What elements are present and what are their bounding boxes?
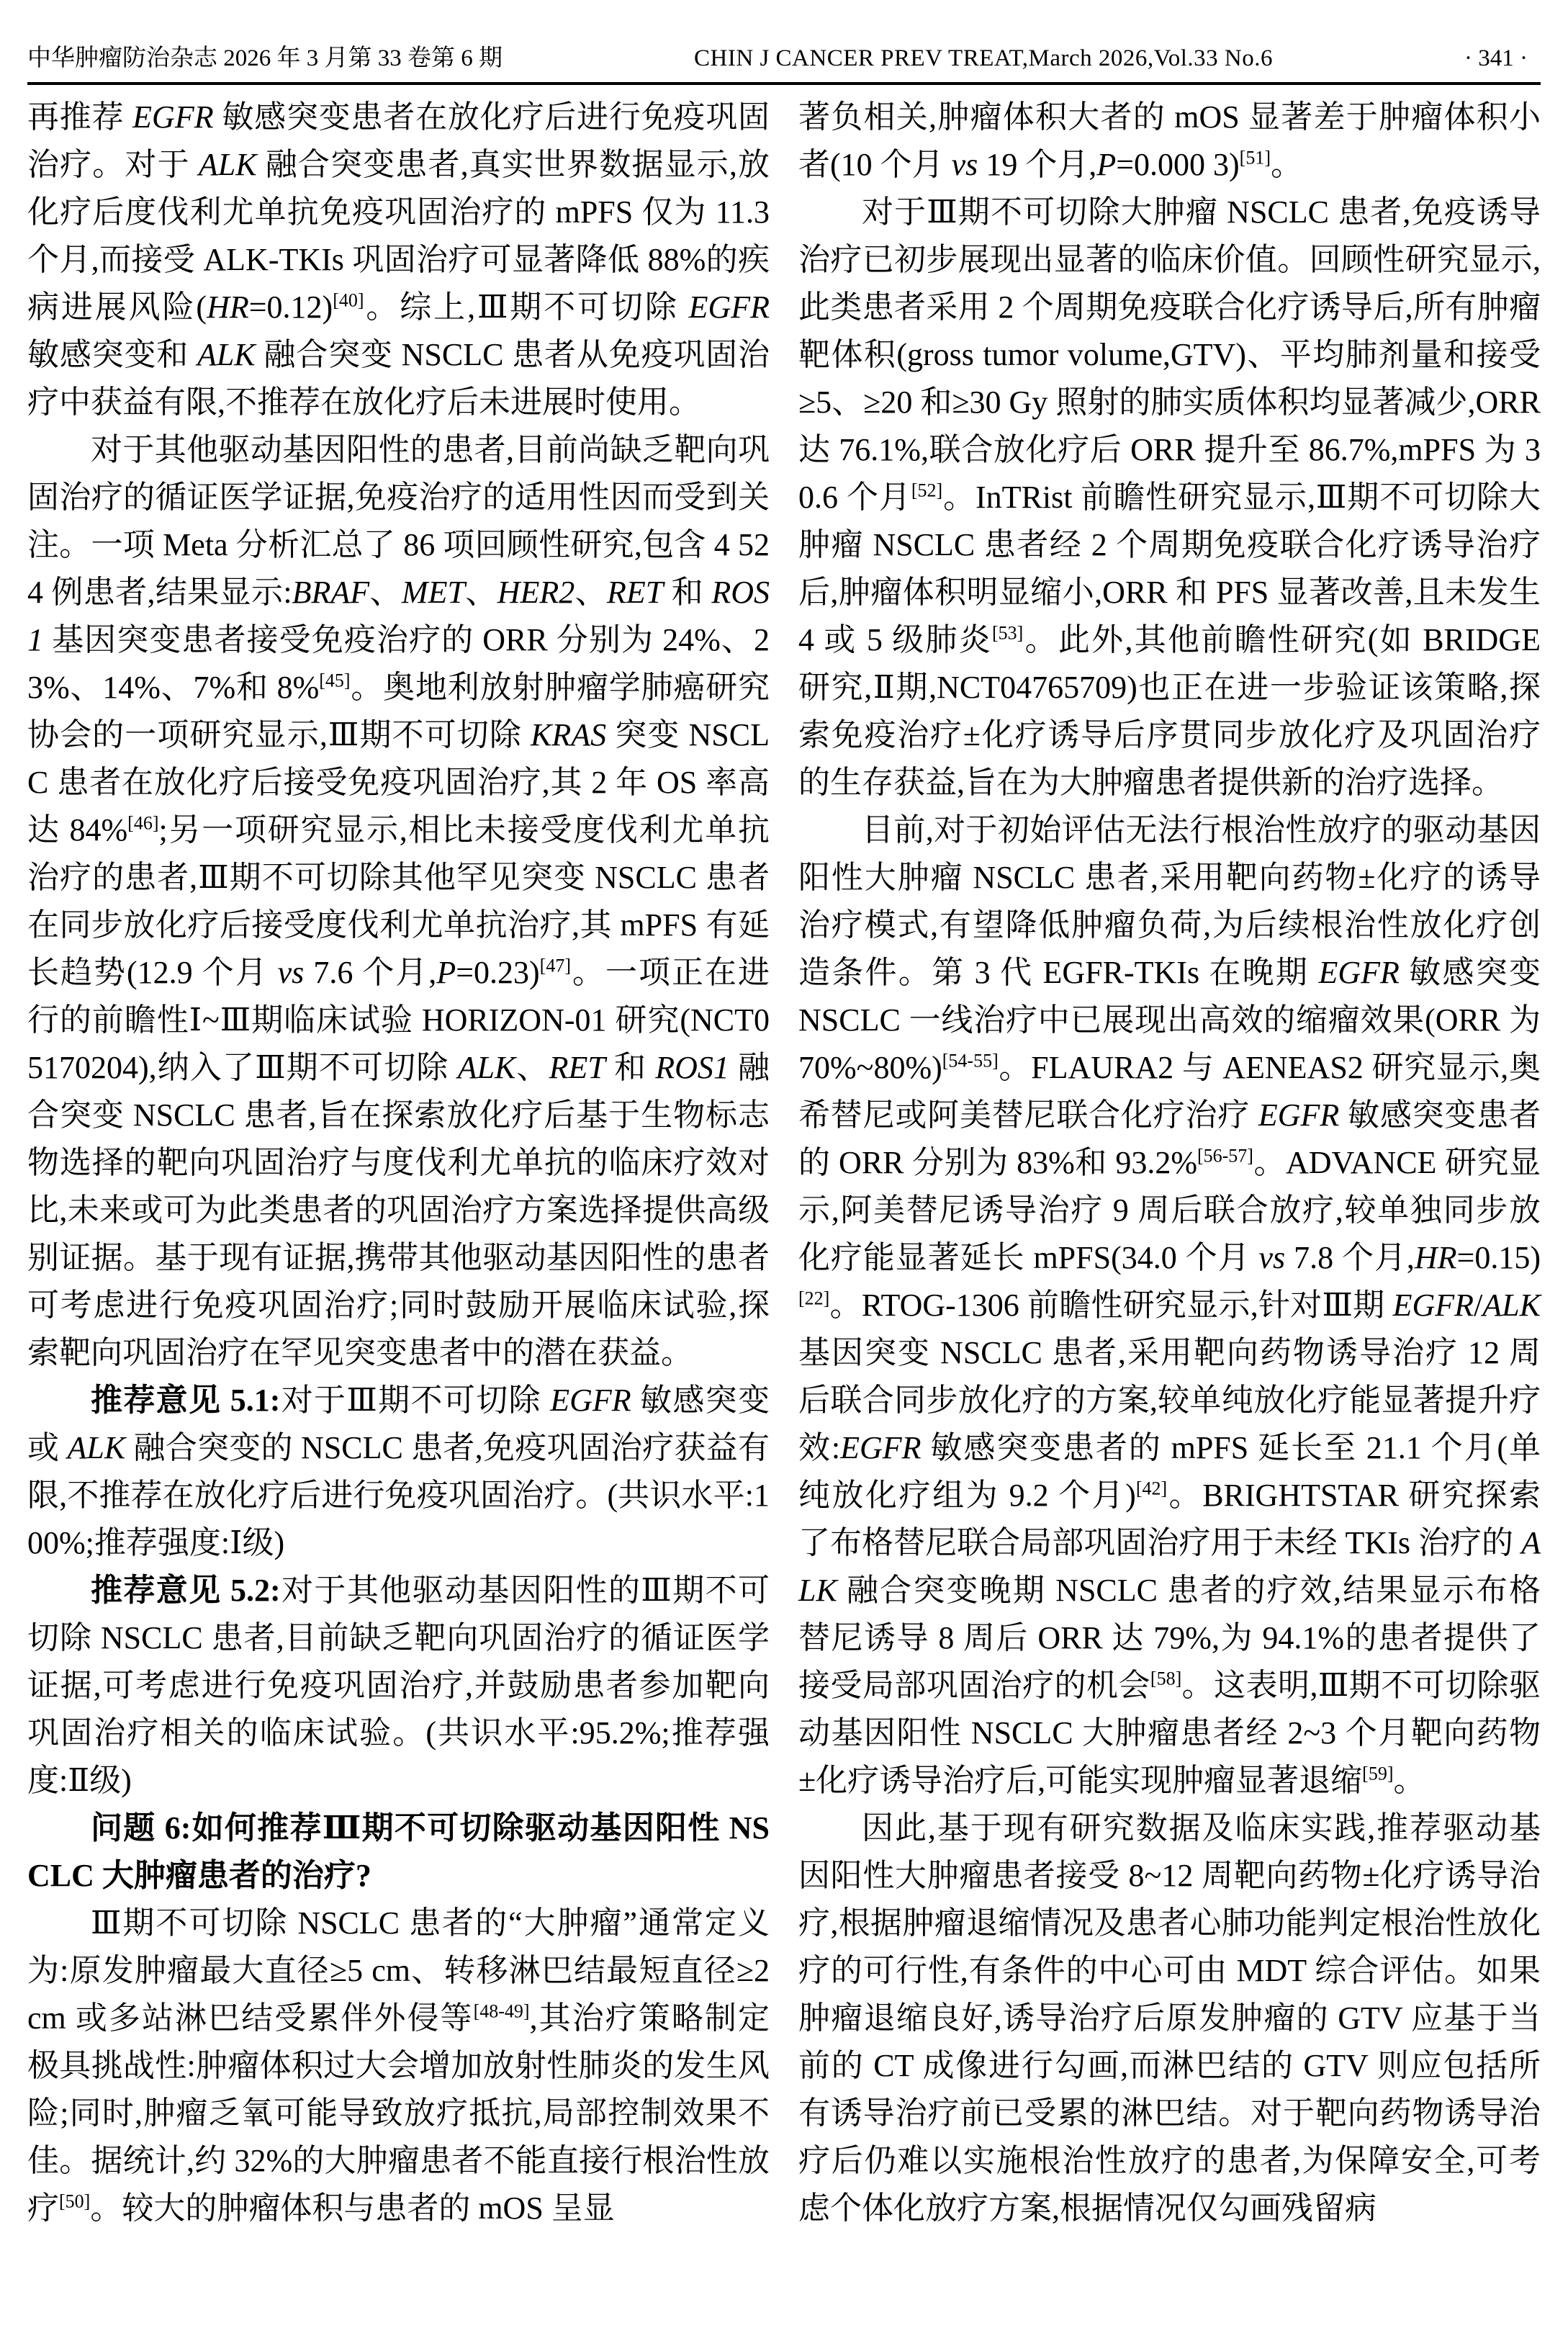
bold-label: 推荐意见 5.1: [91,1383,281,1418]
journal-title-english: CHIN J CANCER PREV TREAT,March 2026,Vol.33 No.6 [694,45,1273,71]
text-run: =0.23) [456,955,540,990]
text-run: =0.12) [248,289,333,325]
article-body [27,94,1541,2232]
text-run: 。较大的肿瘤体积与患者的 mOS 呈显 [90,2191,615,2226]
text-run: 著负相关,肿瘤体积大者的 mOS 显著差于肿瘤体积小者(10 个月 [798,99,1541,182]
italic-term: EGFR [1392,1288,1474,1323]
italic-term: ALK [67,1430,126,1465]
body-paragraph-immune-induction [798,189,1541,806]
text-run: 对于Ⅲ期不可切除大肿瘤 NSCLC 患者,免疫诱导治疗已初步展现出显著的临床价值。回顾性研究显示,此类患者采用 2 个周期免疫联合化疗诱导后,所有肿瘤靶体积(gross tumor volume,GTV)、平均肺剂量和接受≥5、≥20 和≥30 Gy 照射的肺实质体积均显著减少,ORR 达 76.1%,联合放化疗后 ORR 提升至 86.7%,mPFS 为 30.6 个月 [798,194,1541,515]
text-run: 目前,对于初始评估无法行根治性放疗的驱动基因阳性大肿瘤 NSCLC 患者,采用靶向药物±化疗的诱导治疗模式,有望降低肿瘤负荷,为后续根治性放化疗创造条件。第 3 代 EGFR-TKIs 在晚期 [798,812,1541,990]
italic-term: BRAF [292,575,370,610]
italic-term: ALK [198,147,257,182]
text-run: 融合突变 NSCLC 患者从免疫巩固治疗中获益有限,不推荐在放化疗后未进展时使用。 [27,337,770,420]
text-run: 再推荐 [27,99,133,135]
italic-term: ALK [457,1050,516,1085]
text-run: 融合突变 NSCLC 患者,旨在探索放化疗后基于生物标志物选择的靶向巩固治疗与度伐利尤单抗的临床疗效对比,未来或可为此类患者的巩固治疗方案选择提供高级别证据。基于现有证据,携带其他驱动基因阳性的患者可考虑进行免疫巩固治疗;同时鼓励开展临床试验,探索靶向巩固治疗在罕见突变患者中的潜在获益。 [27,1050,770,1370]
text-run: 融合突变晚期 NSCLC 患者的疗效,结果显示布格替尼诱导 8 周后 ORR 达 79%,为 94.1%的患者提供了接受局部巩固治疗的机会 [798,1573,1541,1703]
page-number: · 341 · [1464,45,1528,71]
reference-superscript: [56-57] [1197,1145,1253,1167]
body-paragraph-continuation [27,94,770,426]
text-run: 敏感突变患者在放化疗后进行免疫巩固治疗。对于 [27,99,770,182]
italic-term: ALK [798,1525,1541,1608]
text-run: 。一项正在进行的前瞻性Ⅰ~Ⅲ期临床试验 HORIZON-01 研究(NCT05170204),纳入了Ⅲ期不可切除 [27,955,770,1085]
body-paragraph-targeted-induction [798,806,1541,1805]
italic-term: KRAS [531,717,607,752]
text-run: 敏感突变患者的 ORR 分别为 83%和 93.2% [798,1097,1541,1180]
journal-title-chinese: 中华肿瘤防治杂志 2026 年 3 月第 33 卷第 6 期 [27,45,503,71]
text-run: 融合突变患者,真实世界数据显示,放化疗后度伐利尤单抗免疫巩固治疗的 mPFS 仅为 11.3 个月,而接受 ALK-TKIs 巩固治疗可显著降低 88%的疾病进展风险( [27,147,770,325]
body-paragraph-other-driver-genes [27,426,770,1377]
italic-term: vs [951,147,978,182]
text-run: 对于其他驱动基因阳性的患者,目前尚缺乏靶向巩固治疗的循证医学证据,免疫治疗的适用性因而受到关注。一项 Meta 分析汇总了 86 项回顾性研究,包含 4 524 例患者,结果显示: [27,432,770,610]
text-run: 和 [605,1050,656,1085]
text-run: 因此,基于现有研究数据及临床实践,推荐驱动基因阳性大肿瘤患者接受 8~12 周靶向药物±化疗诱导治疗,根据肿瘤退缩情况及患者心肺功能判定根治性放化疗的可行性,有条件的中心可由 MDT 综合评估。如果肿瘤退缩良好,诱导治疗后原发肿瘤的 GTV 应基于当前的 CT 成像进行勾画,而淋巴结的 GTV 则应包括所有诱导治疗前已受累的淋巴结。对于靶向药物诱导治疗后仍难以实施根治性放疗的患者,为保障安全,可考虑个体化放疗方案,根据情况仅勾画残留病 [798,1810,1541,2226]
reference-superscript: [51] [1239,147,1271,169]
text-run: 。ADVANCE 研究显示,阿美替尼诱导治疗 9 周后联合放疗,较单独同步放化疗能显著延长 mPFS(34.0 个月 [798,1145,1541,1275]
text-run: 、 [575,575,607,610]
text-run: 敏感突变患者的 mPFS 延长至 21.1 个月(单纯放化疗组为 9.2 个月) [798,1430,1541,1513]
text-run: 7.8 个月, [1285,1240,1415,1275]
text-run: 基因突变 NSCLC 患者,采用靶向药物诱导治疗 12 周后联合同步放化疗的方案,较单纯放化疗能显著提升疗效: [798,1335,1541,1465]
text-run: 对于其他驱动基因阳性的Ⅲ期不可切除 NSCLC 患者,目前缺乏靶向巩固治疗的循证医学证据,可考虑进行免疫巩固治疗,并鼓励患者参加靶向巩固治疗相关的临床试验。(共识水平:95.2%;推荐强度:Ⅱ级) [27,1573,770,1798]
text-run: 。综上,Ⅲ期不可切除 [364,289,689,325]
text-run: 。 [1271,147,1302,182]
bold-label: 推荐意见 5.2: [91,1573,281,1608]
reference-superscript: [53] [991,622,1024,644]
text-run: 。InTRist 前瞻性研究显示,Ⅲ期不可切除大肿瘤 NSCLC 患者经 2 个周期免疫联合化疗诱导治疗后,肿瘤体积明显缩小,ORR 和 PFS 显著改善,且未发生 4 或 5 级肺炎 [798,480,1541,657]
text-run: Ⅲ期不可切除 NSCLC 患者的“大肿瘤”通常定义为:原发肿瘤最大直径≥5 cm、转移淋巴结最短直径≥2 cm 或多站淋巴结受累伴外侵等 [27,1905,770,2036]
body-paragraph-continuation [798,94,1541,189]
text-run: 融合突变的 NSCLC 患者,免疫巩固治疗获益有限,不推荐在放化疗后进行免疫巩固治疗。(共识水平:100%;推荐强度:Ⅰ级) [27,1430,770,1560]
italic-term: vs [277,955,305,990]
italic-term: RET [606,575,664,610]
reference-superscript: [42] [1135,1478,1168,1499]
question-6-heading [27,1805,770,1900]
text-run: 。此外,其他前瞻性研究(如 BRIDGE 研究,Ⅱ期,NCT04765709)也正在进一步验证该策略,探索免疫治疗±化疗诱导后序贯同步放化疗及巩固治疗的生存获益,旨在为大肿瘤患者提供新的治疗选择。 [798,622,1541,800]
left-column [27,94,770,2232]
right-column [798,94,1541,2232]
italic-term: vs [1258,1240,1286,1275]
text-run: ;另一项研究显示,相比未接受度伐利尤单抗治疗的患者,Ⅲ期不可切除其他罕见突变 NSCLC 患者在同步放化疗后接受度伐利尤单抗治疗,其 mPFS 有延长趋势(12.9 个月 [27,812,770,990]
italic-term: ROS1 [27,575,770,657]
italic-term: EGFR [688,289,770,325]
page-header [27,0,1541,72]
text-run: 突变 NSCLC 患者在放化疗后接受免疫巩固治疗,其 2 年 OS 率高达 84% [27,717,770,848]
italic-term: ALK [197,337,256,372]
reference-superscript: [59] [1362,1763,1394,1784]
text-run: 对于Ⅲ期不可切除 [280,1383,551,1418]
reference-superscript: [58] [1150,1668,1182,1689]
reference-superscript: [50] [59,2191,91,2212]
body-paragraph-recommended-strategy [798,1805,1541,2232]
reference-superscript: [47] [539,955,571,976]
reference-superscript: [40] [333,289,364,311]
italic-term: EGFR [840,1430,922,1465]
recommendation-5-1 [27,1377,770,1567]
bold-label: 问题 6:如何推荐Ⅲ期不可切除驱动基因阳性 NSCLC 大肿瘤患者的治疗? [27,1810,770,1893]
text-run: 、 [515,1050,549,1085]
italic-term: MET [401,575,465,610]
text-run: 敏感突变或 [27,1383,770,1465]
text-run: 和 [663,575,712,610]
text-run: 基因突变患者接受免疫治疗的 ORR 分别为 24%、23%、14%、7%和 8% [27,622,770,705]
text-run: 、 [464,575,497,610]
italic-term: EGFR [550,1383,631,1418]
italic-term: HER2 [497,575,575,610]
italic-term: RET [549,1050,605,1085]
text-run: 19 个月, [978,147,1097,182]
text-run: 。 [1393,1763,1425,1798]
italic-term: HR [207,289,249,325]
text-run: / [1474,1288,1483,1323]
text-run: =0.15) [1456,1240,1541,1275]
text-run: 。奥地利放射肿瘤学肺癌研究协会的一项研究显示,Ⅲ期不可切除 [27,670,770,752]
italic-term: ALK [1482,1288,1541,1323]
italic-term: EGFR [1258,1097,1340,1133]
italic-term: EGFR [132,99,214,135]
text-run: =0.000 3) [1116,147,1240,182]
text-run: 。这表明,Ⅲ期不可切除驱动基因阳性 NSCLC 大肿瘤患者经 2~3 个月靶向药物±化疗诱导治疗后,可能实现肿瘤显著退缩 [798,1668,1541,1798]
italic-term: HR [1414,1240,1457,1275]
italic-term: EGFR [1318,955,1400,990]
reference-superscript: [45] [319,670,351,691]
italic-term: P [1096,147,1117,182]
italic-term: P [436,955,456,990]
text-run: 敏感突变和 [27,337,197,372]
text-run: 。BRIGHTSTAR 研究探索了布格替尼联合局部巩固治疗用于未经 TKIs 治疗的 [798,1478,1541,1560]
recommendation-5-2 [27,1567,770,1805]
reference-superscript: [48-49] [473,2000,530,2022]
italic-term: ROS1 [655,1050,729,1085]
text-run: 敏感突变 NSCLC 一线治疗中已展现出高效的缩瘤效果(ORR 为 70%~80%) [798,955,1541,1085]
text-run: 。FLAURA2 与 AENEAS2 研究显示,奥希替尼或阿美替尼联合化疗治疗 [798,1050,1541,1133]
text-run: 。RTOG-1306 前瞻性研究显示,针对Ⅲ期 [829,1288,1393,1323]
text-run: 、 [369,575,402,610]
reference-superscript: [54-55] [942,1050,999,1071]
text-run: 7.6 个月, [304,955,437,990]
reference-superscript: [52] [911,480,943,501]
body-paragraph-bulky-tumor-definition [27,1900,770,2232]
header-divider [27,82,1541,85]
reference-superscript: [22] [798,1288,830,1309]
text-run: ,其治疗策略制定极具挑战性:肿瘤体积过大会增加放射性肺炎的发生风险;同时,肿瘤乏氧可能导致放疗抵抗,局部控制效果不佳。据统计,约 32%的大肿瘤患者不能直接行根治性放疗 [27,2000,770,2226]
reference-superscript: [46] [127,812,159,834]
